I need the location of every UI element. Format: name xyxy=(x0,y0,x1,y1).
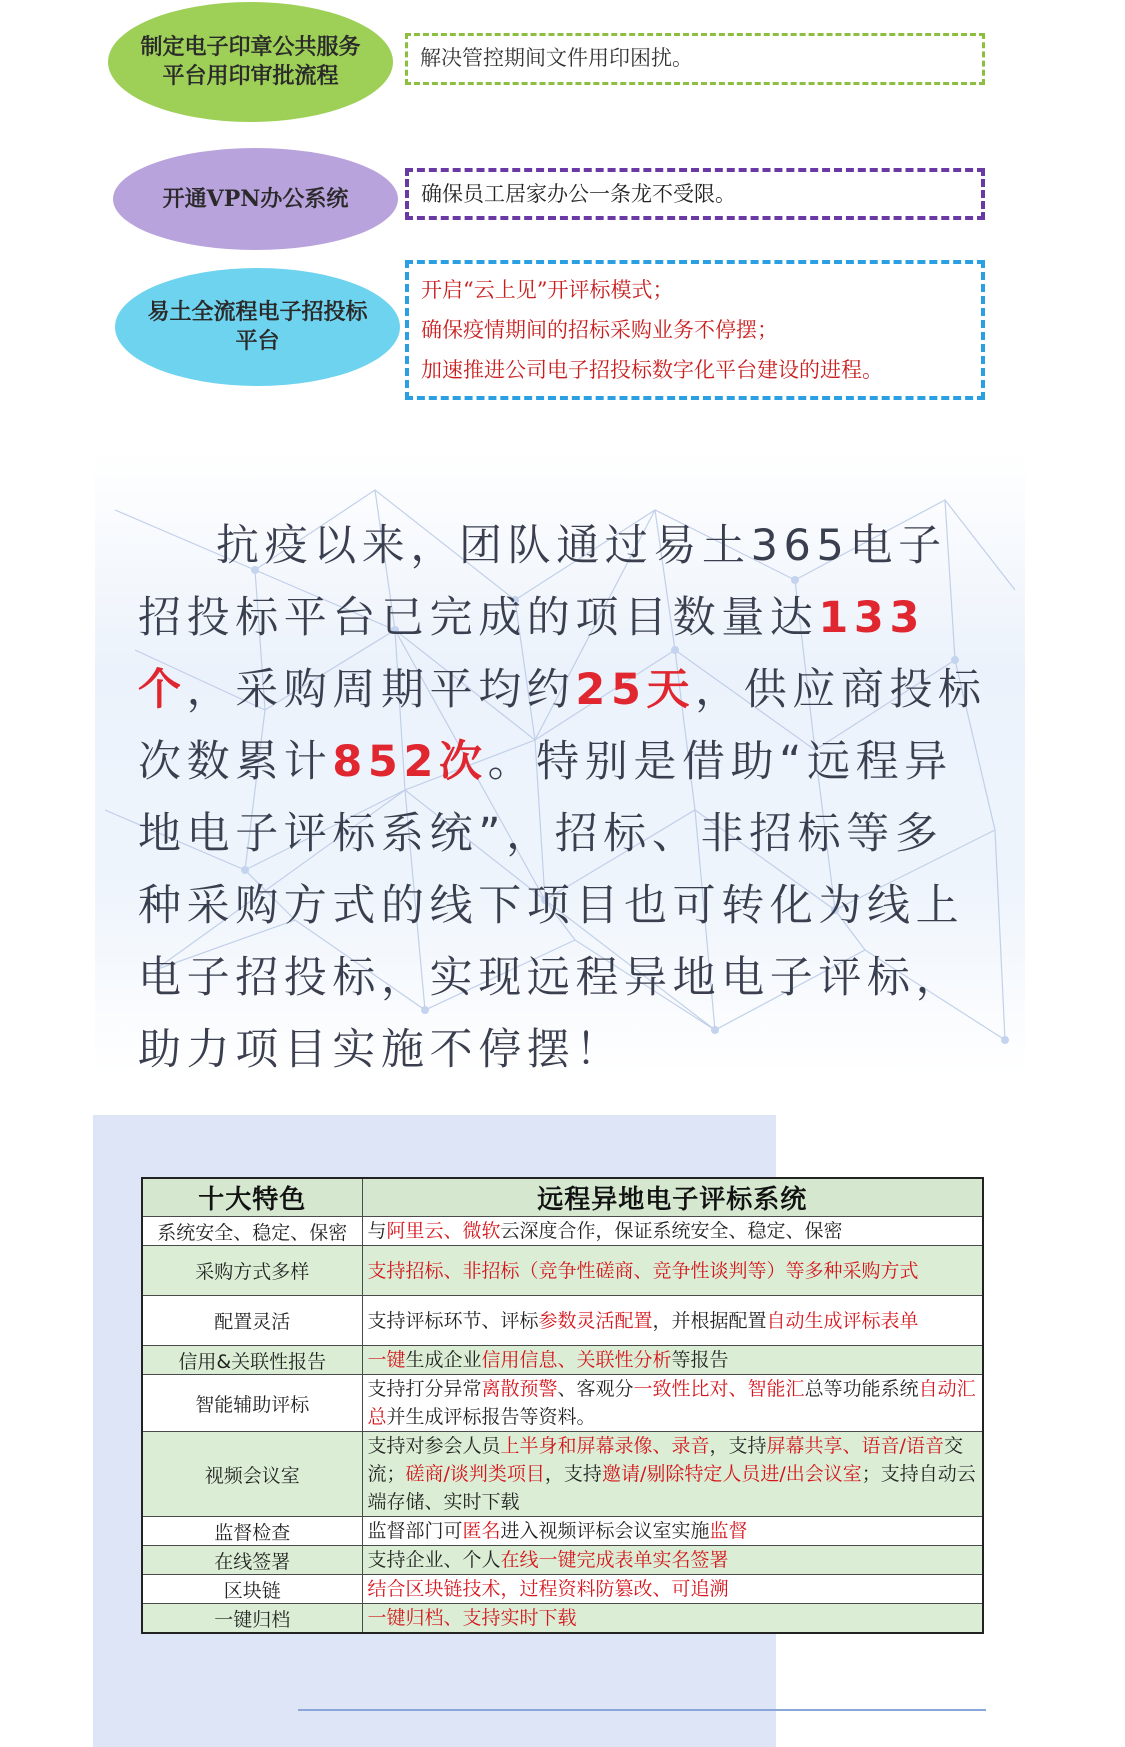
description-text: 总等功能系统 xyxy=(804,1378,919,1400)
highlighted-text: 支持招标、非招标（竞争性磋商、竞争性谈判等）等多种采购方式 xyxy=(367,1259,919,1282)
feature-description-cell xyxy=(362,1432,983,1517)
feature-description-cell xyxy=(362,1217,983,1246)
feature-description-cell xyxy=(362,1246,983,1296)
description-text: 支持对参会人员 xyxy=(367,1435,501,1457)
description-text: ，并根据配置 xyxy=(652,1309,767,1332)
description-text: ，支持 xyxy=(709,1435,767,1457)
paragraph-text: 种采购方式的线下项目也可转化为线上 xyxy=(138,881,965,931)
highlighted-text: 一键 xyxy=(367,1349,406,1371)
feature-name-cell: 在线签署 xyxy=(142,1546,362,1575)
paragraph-text: 。特别是借助“远程异 xyxy=(487,737,953,787)
measure-title xyxy=(163,185,349,214)
feature-name-cell: 信用&关联性报告 xyxy=(142,1346,362,1375)
measure-oval-2 xyxy=(113,148,398,250)
table-row xyxy=(142,1246,983,1296)
feature-description-cell xyxy=(362,1604,983,1634)
header-system: 远程异地电子评标系统 xyxy=(362,1178,983,1217)
measure-detail-line: 确保疫情期间的招标采购业务不停摆； xyxy=(421,318,778,342)
description-text: 生成企业 xyxy=(405,1349,482,1371)
feature-description-cell xyxy=(362,1546,983,1575)
highlighted-figure: 个 xyxy=(138,665,187,715)
highlighted-text: 上半身和屏幕录像、录音 xyxy=(500,1435,710,1457)
table-row xyxy=(142,1296,983,1346)
description-text: ，支持 xyxy=(544,1463,602,1485)
description-text: 等报告 xyxy=(671,1349,729,1371)
paragraph-text: ，供应商投标 xyxy=(695,665,987,715)
paragraph-line xyxy=(138,942,998,1014)
paragraph-text: 地电子评标系统”，招标、非招标等多 xyxy=(138,809,944,859)
table-row xyxy=(142,1432,983,1517)
feature-description-cell xyxy=(362,1575,983,1604)
paragraph-line xyxy=(138,798,998,870)
measure-title-line: 易土全流程电子招投标 xyxy=(147,299,368,325)
highlighted-text: 一致性比对、智能汇 xyxy=(633,1378,805,1400)
description-text: 监督部门可 xyxy=(367,1520,463,1542)
measure-detail-line: 确保员工居家办公一条龙不受限。 xyxy=(421,182,736,206)
highlighted-text: 信用信息、关联性分析 xyxy=(481,1349,672,1371)
highlighted-text: 自动汇总 xyxy=(367,1378,976,1428)
paragraph-line xyxy=(138,654,998,726)
summary-paragraph xyxy=(138,510,998,1086)
measure-detail-box-1 xyxy=(405,33,985,85)
feature-description-cell xyxy=(362,1375,983,1432)
highlighted-text: 监督 xyxy=(709,1520,748,1542)
highlighted-text: 结合区块链技术，过程资料防篡改、可追溯 xyxy=(367,1578,729,1600)
highlighted-text: 一键归档、支持实时下载 xyxy=(367,1607,577,1629)
highlighted-text: 离散预警 xyxy=(481,1378,558,1400)
measure-detail-line: 开启“云上见”开评标模式； xyxy=(421,278,674,302)
features-table xyxy=(141,1177,984,1634)
paragraph-text: 招投标平台已完成的项目数量达 xyxy=(138,593,819,643)
feature-name-cell: 监督检查 xyxy=(142,1517,362,1546)
paragraph-line xyxy=(138,1014,998,1086)
measure-title-line: 制定电子印章公共服务 xyxy=(140,34,361,60)
feature-name-cell: 视频会议室 xyxy=(142,1432,362,1517)
table-row xyxy=(142,1546,983,1575)
measure-title xyxy=(147,298,367,356)
paragraph-line xyxy=(138,726,998,798)
description-text: 进入视频评标会议室实施 xyxy=(500,1520,710,1542)
feature-name-cell: 系统安全、稳定、保密 xyxy=(142,1217,362,1246)
measure-detail-box-2 xyxy=(405,168,985,220)
description-text: ；支持自动云端存储、实时下载 xyxy=(367,1463,976,1513)
feature-name-cell: 采购方式多样 xyxy=(142,1246,362,1296)
highlighted-figure: 133 xyxy=(818,593,925,643)
paragraph-text: 助力项目实施不停摆！ xyxy=(138,1025,624,1075)
feature-description-cell xyxy=(362,1346,983,1375)
measure-detail-line: 解决管控期间文件用印困扰。 xyxy=(420,46,693,70)
highlighted-text: 邀请/剔除特定人员进/出会议室 xyxy=(601,1463,862,1485)
paragraph-line xyxy=(138,582,998,654)
highlighted-text: 参数灵活配置 xyxy=(538,1309,653,1332)
feature-description-cell xyxy=(362,1296,983,1346)
measure-title-line: 平台用印审批流程 xyxy=(162,63,339,89)
highlighted-text: 匿名 xyxy=(462,1520,501,1542)
description-text: 支持企业、个人 xyxy=(367,1549,501,1571)
paragraph-text: ，采购周期平均约 xyxy=(186,665,576,715)
paragraph-line xyxy=(138,870,998,942)
measure-oval-1 xyxy=(108,2,393,122)
highlighted-text: 阿里云、微软 xyxy=(386,1220,501,1242)
bottom-divider xyxy=(298,1709,986,1711)
paragraph-line xyxy=(138,510,998,582)
description-text: 交流； xyxy=(367,1435,963,1485)
table-row xyxy=(142,1346,983,1375)
description-text: 云深度合作，保证系统安全、稳定、保密 xyxy=(500,1220,843,1242)
measure-oval-3 xyxy=(115,268,400,386)
table-row xyxy=(142,1375,983,1432)
feature-name-cell: 一键归档 xyxy=(142,1604,362,1634)
feature-name-cell: 区块链 xyxy=(142,1575,362,1604)
table-row xyxy=(142,1217,983,1246)
description-text: 与 xyxy=(367,1220,387,1242)
table-header-row xyxy=(142,1178,983,1217)
highlighted-text: 磋商/谈判类项目 xyxy=(405,1463,545,1485)
measure-detail-box-3 xyxy=(405,260,985,400)
paragraph-text: 次数累计 xyxy=(138,737,333,787)
measure-title-line: 平台 xyxy=(235,328,280,354)
measure-title xyxy=(140,33,360,91)
description-text: 、客观分 xyxy=(557,1378,634,1400)
paragraph-text: 抗疫以来，团队通过易土365电子 xyxy=(216,521,947,571)
feature-name-cell: 智能辅助评标 xyxy=(142,1375,362,1432)
description-text: 支持打分异常 xyxy=(367,1378,482,1400)
header-features: 十大特色 xyxy=(142,1178,362,1217)
feature-name-cell: 配置灵活 xyxy=(142,1296,362,1346)
description-text: 并生成评标报告等资料。 xyxy=(386,1406,596,1428)
measure-title-line: 开通VPN办公系统 xyxy=(162,185,349,212)
table-row xyxy=(142,1575,983,1604)
highlighted-text: 自动生成评标表单 xyxy=(766,1309,919,1332)
highlighted-figure: 852次 xyxy=(332,737,488,787)
highlighted-text: 在线一键完成表单实名签署 xyxy=(500,1549,729,1571)
table-row xyxy=(142,1604,983,1634)
table-row xyxy=(142,1517,983,1546)
highlighted-figure: 25天 xyxy=(575,665,696,715)
highlighted-text: 屏幕共享、语音/语音 xyxy=(766,1435,944,1457)
description-text: 支持评标环节、评标 xyxy=(367,1309,539,1332)
paragraph-text: 电子招投标，实现远程异地电子评标， xyxy=(138,953,965,1003)
measure-detail-line: 加速推进公司电子招投标数字化平台建设的进程。 xyxy=(421,358,883,382)
feature-description-cell xyxy=(362,1517,983,1546)
